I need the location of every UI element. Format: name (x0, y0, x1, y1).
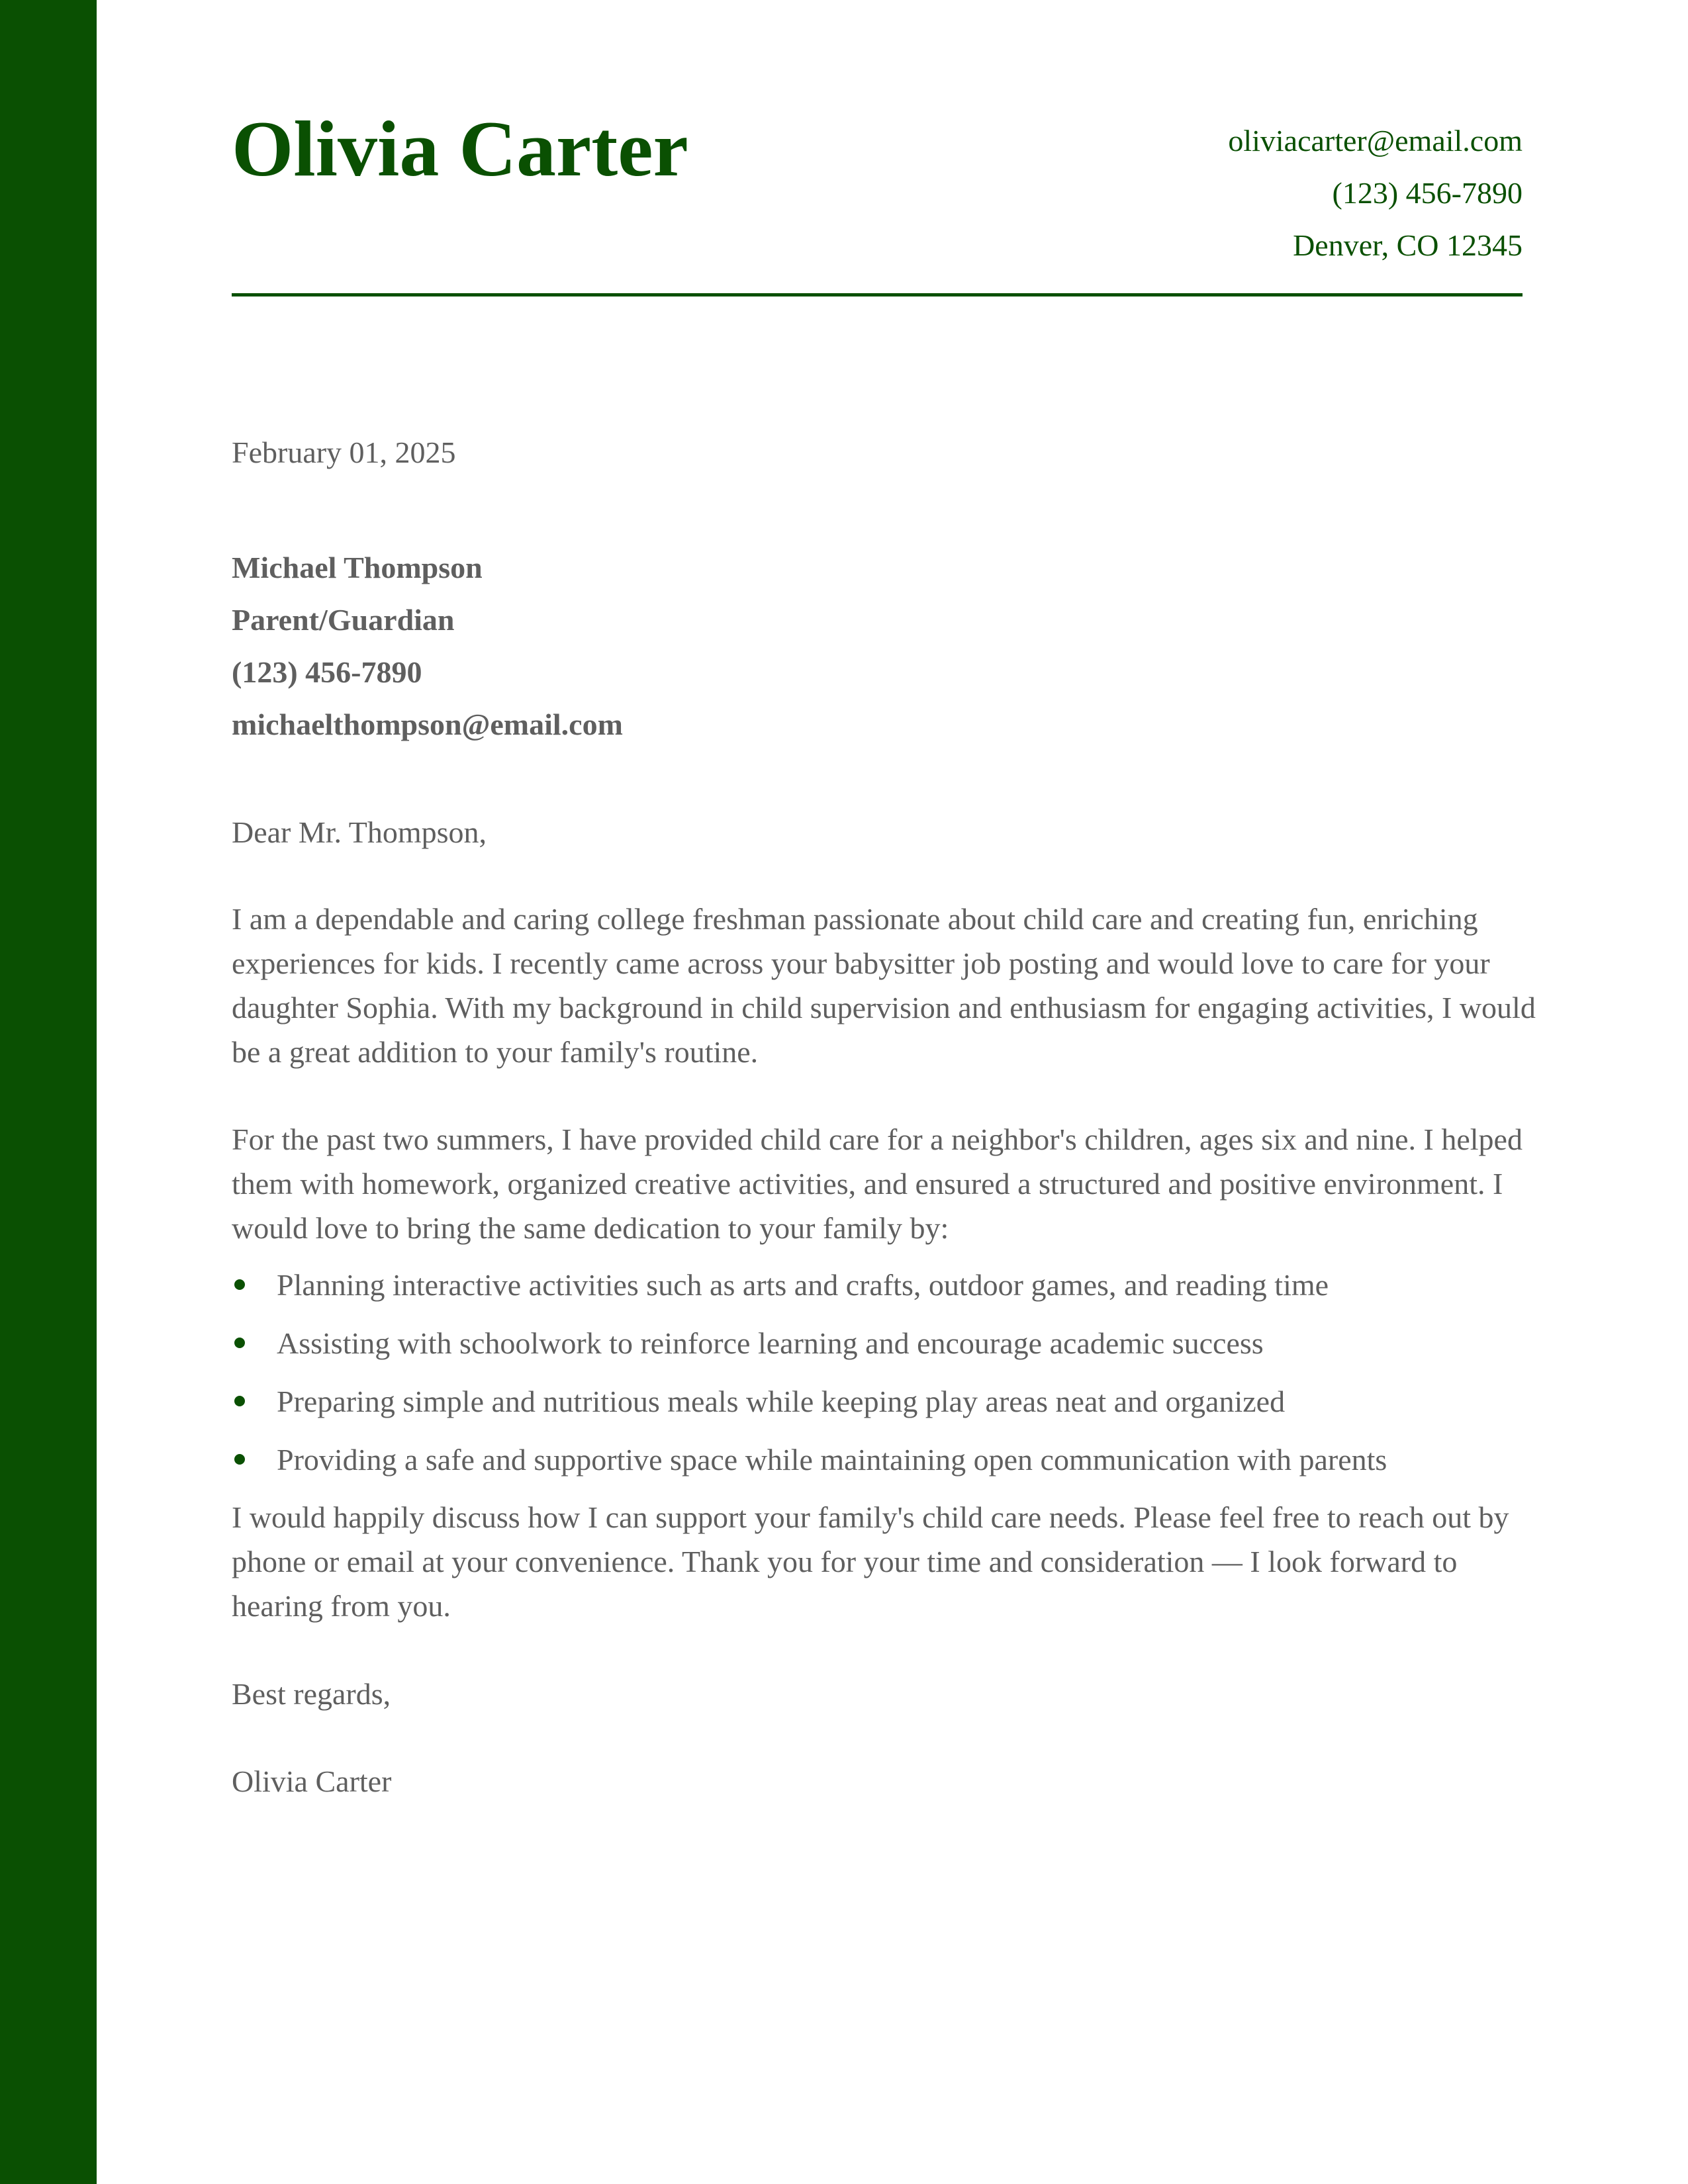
list-item-text: Planning interactive activities such as arts and crafts, outdoor games, and reading time (277, 1268, 1329, 1302)
recipient-phone[interactable]: (123) 456-7890 (232, 655, 422, 689)
signature-name: Olivia Carter (232, 1764, 392, 1798)
bullet-icon (234, 1454, 245, 1465)
bullet-icon (234, 1279, 245, 1290)
sender-location: Denver, CO 12345 (1293, 228, 1523, 262)
list-item (232, 1263, 1549, 1321)
closing-line: Best regards, (232, 1677, 391, 1711)
bullet-icon (234, 1338, 245, 1348)
letter-page (232, 0, 1536, 2184)
recipient-block (232, 541, 623, 751)
header-divider (232, 293, 1523, 296)
salutation: Dear Mr. Thompson, (232, 815, 487, 849)
side-accent-bar (0, 0, 97, 2184)
recipient-email[interactable]: michaelthompson@email.com (232, 707, 623, 741)
sender-contact (1228, 114, 1523, 271)
sender-name: Olivia Carter (232, 105, 688, 193)
bullet-icon (234, 1396, 245, 1406)
letter-date: February 01, 2025 (232, 435, 456, 469)
sender-phone[interactable]: (123) 456-7890 (1332, 176, 1523, 210)
sender-email[interactable]: oliviacarter@email.com (1228, 124, 1523, 158)
paragraph-closing: I would happily discuss how I can support your family's child care needs. Please feel free to reach out by phone or email at your convenience. Thank you for your time and consideration — I look forward to hearing from you. (232, 1500, 1509, 1623)
paragraph-intro: I am a dependable and caring college freshman passionate about child care and creating fun, enriching experiences for kids. I recently came across your babysitter job posting and would love to care for your daughter Sophia. With my background in child supervision and enthusiasm for engaging activities, I would be a great addition to your family's routine. (232, 902, 1536, 1069)
recipient-title: Parent/Guardian (232, 603, 455, 637)
duties-list (232, 1263, 1549, 1496)
list-item-text: Providing a safe and supportive space while maintaining open communication with parents (277, 1443, 1387, 1477)
letter-header (232, 99, 1523, 298)
paragraph-experience: For the past two summers, I have provided child care for a neighbor's children, ages six and nine. I helped them with homework, organized creative activities, and ensured a structured and positive environment. I would love to bring the same dedication to your family by: (232, 1122, 1523, 1245)
recipient-name: Michael Thompson (232, 551, 483, 584)
list-item (232, 1321, 1549, 1379)
list-item (232, 1437, 1549, 1496)
list-item-text: Assisting with schoolwork to reinforce learning and encourage academic success (277, 1326, 1264, 1360)
list-item (232, 1379, 1549, 1437)
list-item-text: Preparing simple and nutritious meals while keeping play areas neat and organized (277, 1385, 1286, 1418)
